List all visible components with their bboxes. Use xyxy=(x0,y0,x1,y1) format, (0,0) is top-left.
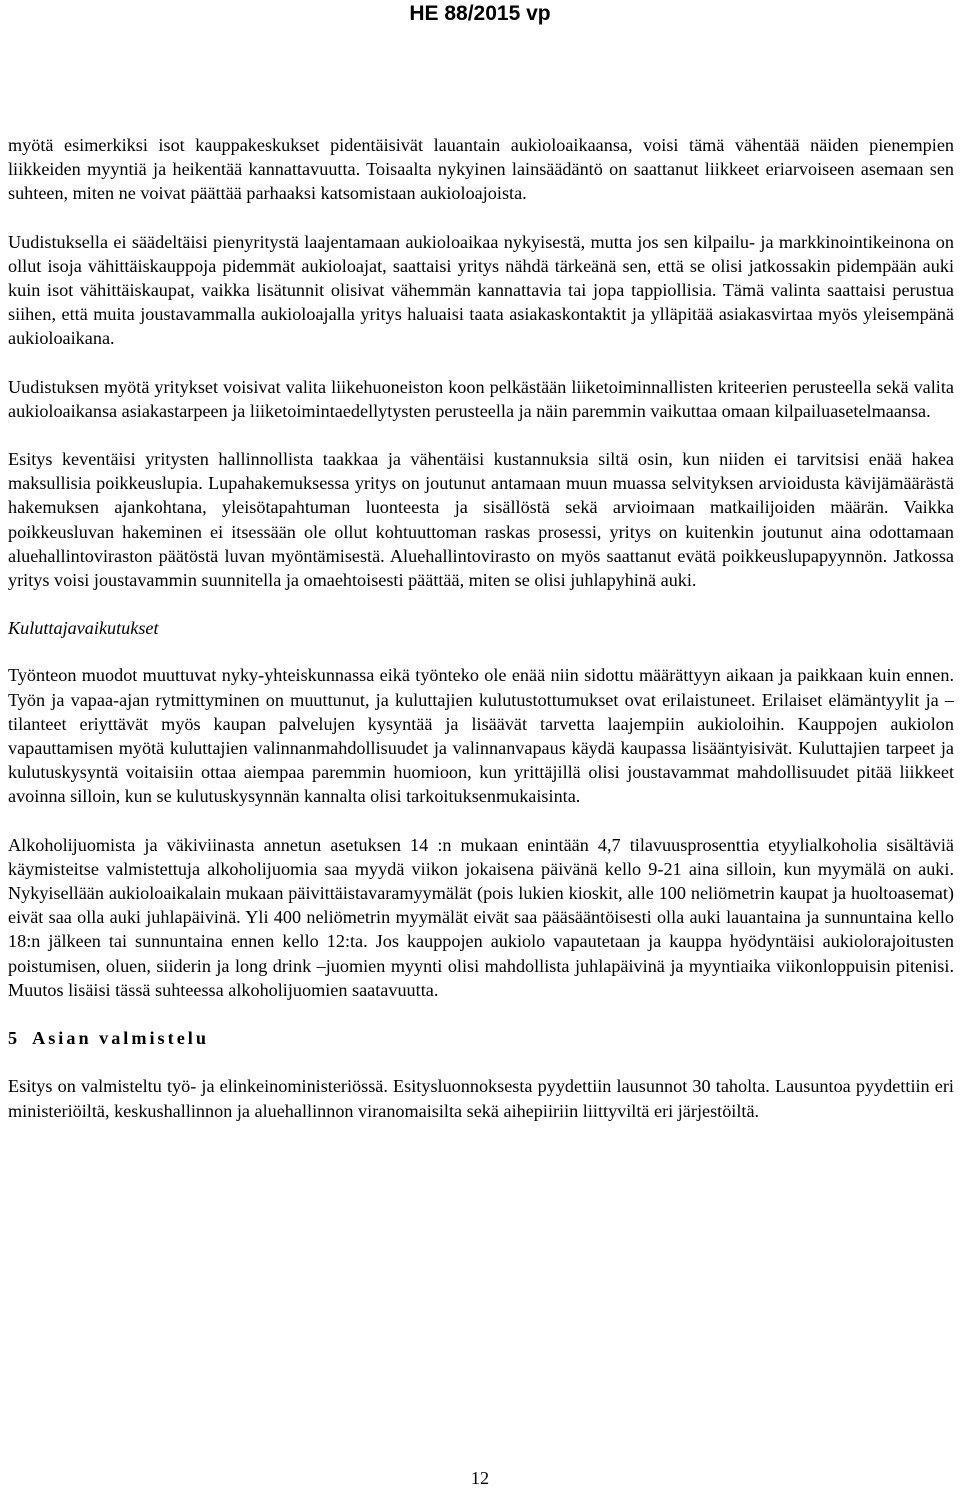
body-paragraph: Esitys keventäisi yritysten hallinnollista taakkaa ja vähentäisi kustannuksia siltä osin, kun niiden ei tarvitsisi enää hakea maksullisia poikkeuslupia. Lupahakemuksessa yritys on joutunut antamaan muun muassa selvityksen arvioidusta kävijämäärästä hakemuksen ajankohtana, yleisötapahtuman luonteesta ja sisällöstä sekä arvioimaan matkailijoiden määrän. Vaikka poikkeusluvan hakeminen ei itsessään ole ollut kohtuuttoman raskas prosessi, yritys on kuitenkin joutunut aina odottamaan aluehallintoviraston päätöstä luvan myöntämisestä. Aluehallintovirasto on myös saattanut evätä poikkeuslupapyynnön. Jatkossa yritys voisi joustavammin suunnitella ja omaehtoisesti päättää, miten se olisi juhlapyhinä auki. xyxy=(8,449,954,591)
document-body xyxy=(8,133,954,1147)
body-paragraph: Alkoholijuomista ja väkiviinasta annetun asetuksen 14 :n mukaan enintään 4,7 tilavuusprosenttia etyylialkoholia sisältäviä käymisteitse valmistettuja alkoholijuomia saa myydä viikon jokaisena päivänä kello 9-21 aina silloin, kun myymälä on auki. Nykyisellään aukioloaikalain mukaan päivittäistavaramyymälät (pois lukien kioskit, alle 100 neliömetrin kaupat ja huoltoasemat) eivät saa olla auki juhlapäivinä. Yli 400 neliömetrin myymälät eivät saa pääsääntöisesti olla auki lauantaina ja sunnuntaina kello 18:n jälkeen tai sunnuntaina ennen kello 12:ta. Jos kauppojen aukiolo vapautetaan ja kauppa hyödyntäisi aukiolorajoitusten poistumisen, oluen, siiderin ja long drink –juomien myynti olisi mahdollista juhlapäivinä ja myyntiaika viikonloppuisin pitenisi. Muutos lisäisi tässä suhteessa alkoholijuomien saatavuutta. xyxy=(8,834,954,1000)
subsection-heading: Kuluttajavaikutukset xyxy=(8,618,159,639)
page-number: 12 xyxy=(470,1468,490,1488)
body-paragraph: Uudistuksella ei säädeltäisi pienyritystä laajentamaan aukioloaikaa nykyisestä, mutta jos sen kilpailu- ja markkinointikeinona on ollut isoja vähittäiskauppoja pidemmät aukioloajat, saattaisi yritys nähdä tärkeänä sen, että se olisi jatkossakin pidempään auki kuin isot vähittäiskaupat, vaikka lisätunnit olisivat vähemmän kannattavia tai jopa tappiollisia. Tämä valinta saattaisi perustua siihen, että muita joustavammalla aukioloajalla yritys haluaisi taata asiakaskontaktit ja ylläpitää asiakasvirtaa myös yleisempänä aukioloaikana. xyxy=(8,231,954,349)
body-paragraph: Uudistuksen myötä yritykset voisivat valita liikehuoneiston koon pelkästään liiketoiminnallisten kriteerien perusteella sekä valita aukioloaikansa asiakastarpeen ja liiketoimintaedellytysten perusteella ja näin paremmin vaikuttaa omaan kilpailuasetelmaansa. xyxy=(8,376,954,421)
section-number: 5 xyxy=(8,1028,21,1049)
body-paragraph: myötä esimerkiksi isot kauppakeskukset pidentäisivät lauantain aukioloaikaansa, voisi tämä vähentää näiden pienempien liikkeiden myyntiä ja heikentää kannattavuutta. Toisaalta nykyinen lainsäädäntö on saattanut liikkeet eriarvoiseen asemaan sen suhteen, miten ne voivat päättää parhaaksi katsomistaan aukioloajoista. xyxy=(8,135,954,204)
document-header xyxy=(0,1,960,27)
body-paragraph: Työnteon muodot muuttuvat nyky-yhteiskunnassa eikä työnteko ole enää niin sidottu määrättyyn aikaan ja paikkaan kuin ennen. Työn ja vapaa-ajan rytmittyminen on muuttunut, ja kuluttajien kulutustottumukset ovat erilaistuneet. Erilaiset elämäntyylit ja –tilanteet eriyttävät myös kaupan palvelujen kysyntää ja lisäävät tarvetta laajempiin aukioloihin. Kauppojen aukiolon vapauttamisen myötä kuluttajien valinnanmahdollisuudet ja valinnanvapaus käydä kaupassa lisääntyisivät. Kuluttajien tarpeet ja kulutuskysyntä voitaisiin ottaa aiempaa paremmin huomioon, kun yrittäjillä olisi joustavammat mahdollisuudet pitää liikkeet avoinna silloin, kun se kulutuskysynnän kannalta olisi tarkoituksenmukaisinta. xyxy=(8,665,954,807)
page-footer xyxy=(0,1466,960,1490)
section-heading xyxy=(8,1026,954,1050)
document-id: HE 88/2015 vp xyxy=(409,2,551,25)
section-title: Asian valmistelu xyxy=(32,1028,209,1049)
body-paragraph: Esitys on valmisteltu työ- ja elinkeinoministeriössä. Esitysluonnoksesta pyydettiin lausunnot 30 taholta. Lausuntoa pyydettiin eri ministeriöiltä, keskushallinnon ja aluehallinnon viranomaisilta sekä aihepiiriin liittyviltä eri järjestöiltä. xyxy=(8,1076,954,1121)
